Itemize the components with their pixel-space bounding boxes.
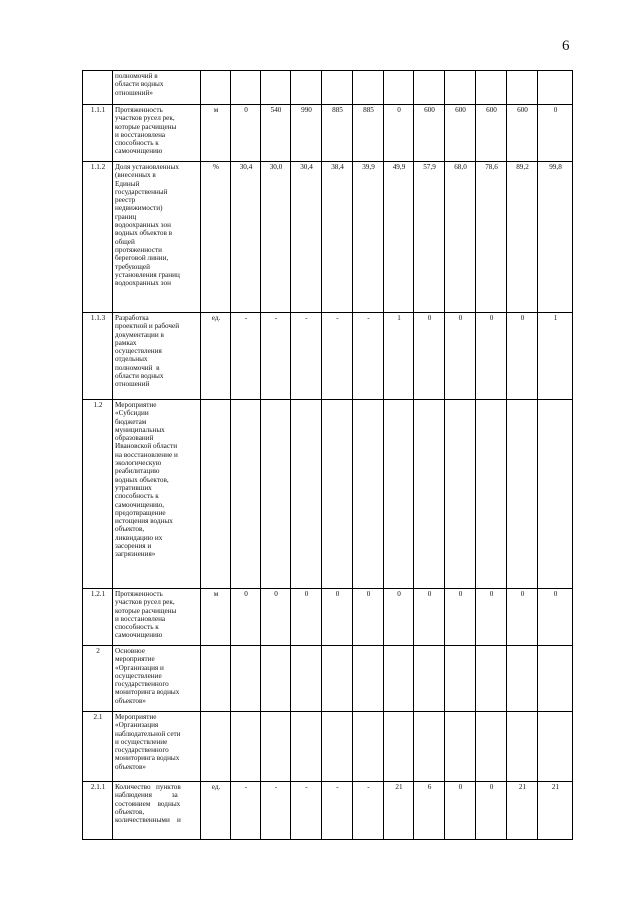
indicator-description-cell [113, 313, 201, 400]
description-line: требующей [115, 262, 150, 271]
indicator-description-cell [113, 782, 201, 840]
value-cell: 49,9 [384, 162, 414, 313]
unit-cell: ед. [201, 313, 231, 400]
description-line: полномочий в [115, 72, 158, 80]
description-line: Ивановской области [115, 442, 178, 451]
description-line: (внесенных в [115, 171, 156, 180]
value-cell [445, 712, 476, 782]
value-cell [322, 71, 353, 105]
description-line: истощения водных [115, 517, 173, 526]
value-cell [507, 646, 538, 712]
description-line: способность к [115, 492, 159, 501]
description-line: которые расчищены [115, 606, 177, 615]
row-number-cell: 1.2 [83, 400, 113, 589]
description-line: самоочищению, [115, 500, 165, 509]
value-cell [261, 646, 291, 712]
description-line: документации в [115, 330, 164, 339]
description-line: осуществление [115, 671, 162, 680]
description-line: самоочищению [115, 147, 163, 156]
value-cell: - [353, 782, 384, 840]
value-cell: 21 [538, 782, 573, 840]
value-cell [322, 400, 353, 589]
unit-cell: % [201, 162, 231, 313]
description-line: водоохранных зон [115, 221, 171, 230]
value-cell [414, 712, 445, 782]
row-number-cell: 2.1.1 [83, 782, 113, 840]
value-cell: 21 [507, 782, 538, 840]
value-cell: 540 [261, 105, 291, 162]
description-line: осуществления [115, 347, 162, 356]
value-cell [476, 646, 507, 712]
table-row [83, 646, 573, 712]
description-line: мероприятие [115, 655, 155, 664]
value-cell [231, 400, 261, 589]
value-cell: 0 [507, 589, 538, 646]
value-cell [476, 71, 507, 105]
value-cell [384, 646, 414, 712]
description-line: Протяженность [115, 590, 163, 598]
description-line: водоохранных зон [115, 279, 171, 288]
value-cell [353, 400, 384, 589]
value-cell [476, 400, 507, 589]
description-line: и восстановлена [115, 614, 166, 623]
description-line: участков русел рек, [115, 114, 175, 123]
value-cell [291, 646, 322, 712]
value-cell: 0 [414, 589, 445, 646]
value-cell: 600 [507, 105, 538, 162]
table-row [83, 400, 573, 589]
value-cell: 30,4 [291, 162, 322, 313]
value-cell: - [353, 313, 384, 400]
description-line: отношений» [115, 88, 153, 97]
indicator-description-cell [113, 71, 201, 105]
row-number-cell: 1.1.2 [83, 162, 113, 313]
description-line: Мероприятие [115, 713, 157, 721]
description-line: наблюдения за [115, 791, 178, 800]
value-cell: 0 [538, 589, 573, 646]
value-cell: 0 [476, 782, 507, 840]
description-line: государственный [115, 187, 168, 196]
value-cell [384, 400, 414, 589]
value-cell [538, 400, 573, 589]
row-number-cell: 2.1 [83, 712, 113, 782]
description-line: водных объектов в [115, 229, 173, 238]
description-line: объектов, [115, 807, 145, 816]
value-cell: 0 [322, 589, 353, 646]
value-cell: 0 [445, 782, 476, 840]
table-row [83, 313, 573, 400]
description-line: объектов, [115, 525, 145, 534]
value-cell [538, 71, 573, 105]
value-cell [261, 71, 291, 105]
row-number-cell: 1.2.1 [83, 589, 113, 646]
description-line: способность к [115, 139, 159, 148]
value-cell: 0 [291, 589, 322, 646]
value-cell: 78,6 [476, 162, 507, 313]
value-cell [414, 646, 445, 712]
description-line: наблюдательной сети [115, 729, 181, 738]
description-line: реабилитацию [115, 467, 160, 476]
description-line: Единый [115, 179, 140, 188]
description-line: отдельных [115, 355, 148, 364]
value-cell [353, 646, 384, 712]
description-line: состоянием водных [115, 799, 181, 808]
value-cell [322, 646, 353, 712]
unit-cell [201, 646, 231, 712]
description-line: реестр [115, 196, 136, 205]
value-cell: - [322, 313, 353, 400]
description-line: водных объектов, [115, 475, 169, 484]
value-cell: 39,9 [353, 162, 384, 313]
value-cell: 600 [445, 105, 476, 162]
value-cell [414, 400, 445, 589]
row-number-cell [83, 71, 113, 105]
description-line: муниципальных [115, 425, 165, 434]
description-line: Мероприятие [115, 401, 157, 409]
value-cell: 0 [476, 589, 507, 646]
value-cell: 0 [384, 589, 414, 646]
description-line: недвижимости) [115, 204, 163, 213]
indicator-description-cell [113, 646, 201, 712]
value-cell [538, 712, 573, 782]
value-cell: - [291, 782, 322, 840]
value-cell [507, 712, 538, 782]
value-cell: 0 [445, 313, 476, 400]
value-cell: 0 [414, 313, 445, 400]
value-cell: 885 [322, 105, 353, 162]
description-line: участков русел рек, [115, 598, 175, 607]
description-line: количественными и [115, 816, 181, 825]
description-line: Основное [115, 647, 145, 655]
indicators-table [82, 70, 573, 840]
description-line: мониторинга водных [115, 754, 180, 763]
value-cell: 600 [414, 105, 445, 162]
description-line: бюджетам [115, 417, 147, 426]
value-cell [322, 712, 353, 782]
value-cell: 1 [384, 313, 414, 400]
value-cell [445, 646, 476, 712]
value-cell: 0 [353, 589, 384, 646]
value-cell [384, 712, 414, 782]
value-cell [291, 712, 322, 782]
value-cell: 99,8 [538, 162, 573, 313]
unit-cell [201, 71, 231, 105]
indicator-description-cell [113, 589, 201, 646]
value-cell [507, 400, 538, 589]
description-line: полномочий в [115, 363, 160, 372]
value-cell: 885 [353, 105, 384, 162]
description-line: общей [115, 237, 135, 246]
value-cell: 57,9 [414, 162, 445, 313]
value-cell: 0 [538, 105, 573, 162]
value-cell: - [291, 313, 322, 400]
page-number: 6 [562, 38, 570, 54]
indicator-description-cell [113, 712, 201, 782]
description-line: области водных [115, 80, 164, 89]
description-line: границ [115, 212, 137, 221]
description-line: и осуществление [115, 737, 168, 746]
row-number-cell: 2 [83, 646, 113, 712]
value-cell: - [261, 313, 291, 400]
value-cell: 0 [507, 313, 538, 400]
description-line: «Организация [115, 721, 159, 730]
value-cell [445, 71, 476, 105]
description-line: которые расчищены [115, 122, 177, 131]
indicator-description-cell [113, 400, 201, 589]
description-line: установления границ [115, 270, 180, 279]
unit-cell: м [201, 105, 231, 162]
description-line: загрязнения» [115, 550, 156, 559]
value-cell [507, 71, 538, 105]
table-row [83, 712, 573, 782]
indicator-description-cell [113, 105, 201, 162]
description-line: способность к [115, 623, 159, 632]
description-line: утративших [115, 483, 152, 492]
value-cell [414, 71, 445, 105]
value-cell: 6 [414, 782, 445, 840]
value-cell [231, 71, 261, 105]
description-line: мониторинга водных [115, 688, 180, 697]
description-line: самоочищению [115, 631, 163, 640]
description-line: на восстановление и [115, 450, 178, 459]
row-number-cell: 1.1.3 [83, 313, 113, 400]
description-line: Протяженность [115, 106, 163, 114]
description-line: Доля установленных [115, 163, 179, 171]
unit-cell [201, 400, 231, 589]
value-cell: 30,4 [231, 162, 261, 313]
value-cell [384, 71, 414, 105]
value-cell [445, 400, 476, 589]
value-cell: - [261, 782, 291, 840]
value-cell [261, 712, 291, 782]
value-cell [538, 646, 573, 712]
value-cell [261, 400, 291, 589]
value-cell [476, 712, 507, 782]
value-cell [291, 71, 322, 105]
table-row [83, 162, 573, 313]
value-cell [291, 400, 322, 589]
description-line: береговой линии, [115, 254, 169, 263]
value-cell: - [322, 782, 353, 840]
value-cell: 30,0 [261, 162, 291, 313]
unit-cell: м [201, 589, 231, 646]
description-line: протяженности [115, 245, 162, 254]
value-cell: 0 [476, 313, 507, 400]
table-row [83, 71, 573, 105]
value-cell [353, 712, 384, 782]
value-cell: - [231, 313, 261, 400]
table-row [83, 782, 573, 840]
value-cell: 0 [231, 589, 261, 646]
table-row [83, 105, 573, 162]
description-line: ликвидацию их [115, 533, 163, 542]
description-line: Количество пунктов [115, 783, 181, 791]
row-number-cell: 1.1.1 [83, 105, 113, 162]
description-line: рамках [115, 338, 137, 347]
unit-cell: ед. [201, 782, 231, 840]
description-line: «Организация и [115, 663, 164, 672]
unit-cell [201, 712, 231, 782]
description-line: образований [115, 434, 154, 443]
description-line: объектов» [115, 762, 147, 771]
value-cell: 0 [445, 589, 476, 646]
value-cell: 0 [384, 105, 414, 162]
description-line: области водных [115, 372, 164, 381]
value-cell: 89,2 [507, 162, 538, 313]
indicator-description-cell [113, 162, 201, 313]
description-line: отношений [115, 380, 150, 389]
description-line: предотвращение [115, 508, 166, 517]
value-cell: 68,0 [445, 162, 476, 313]
description-line: государственного [115, 746, 169, 755]
value-cell: 21 [384, 782, 414, 840]
description-line: «Субсидии [115, 409, 149, 418]
description-line: объектов» [115, 696, 147, 705]
description-line: проектной и рабочей [115, 322, 180, 331]
value-cell: - [231, 782, 261, 840]
value-cell: 1 [538, 313, 573, 400]
value-cell: 0 [231, 105, 261, 162]
value-cell: 38,4 [322, 162, 353, 313]
table-row [83, 589, 573, 646]
description-line: государственного [115, 680, 169, 689]
value-cell [231, 646, 261, 712]
description-line: Разработка [115, 314, 149, 322]
value-cell: 0 [261, 589, 291, 646]
value-cell: 990 [291, 105, 322, 162]
description-line: засорения и [115, 542, 152, 551]
value-cell [353, 71, 384, 105]
value-cell [231, 712, 261, 782]
description-line: и восстановлена [115, 130, 166, 139]
value-cell: 600 [476, 105, 507, 162]
description-line: экологическую [115, 459, 162, 468]
